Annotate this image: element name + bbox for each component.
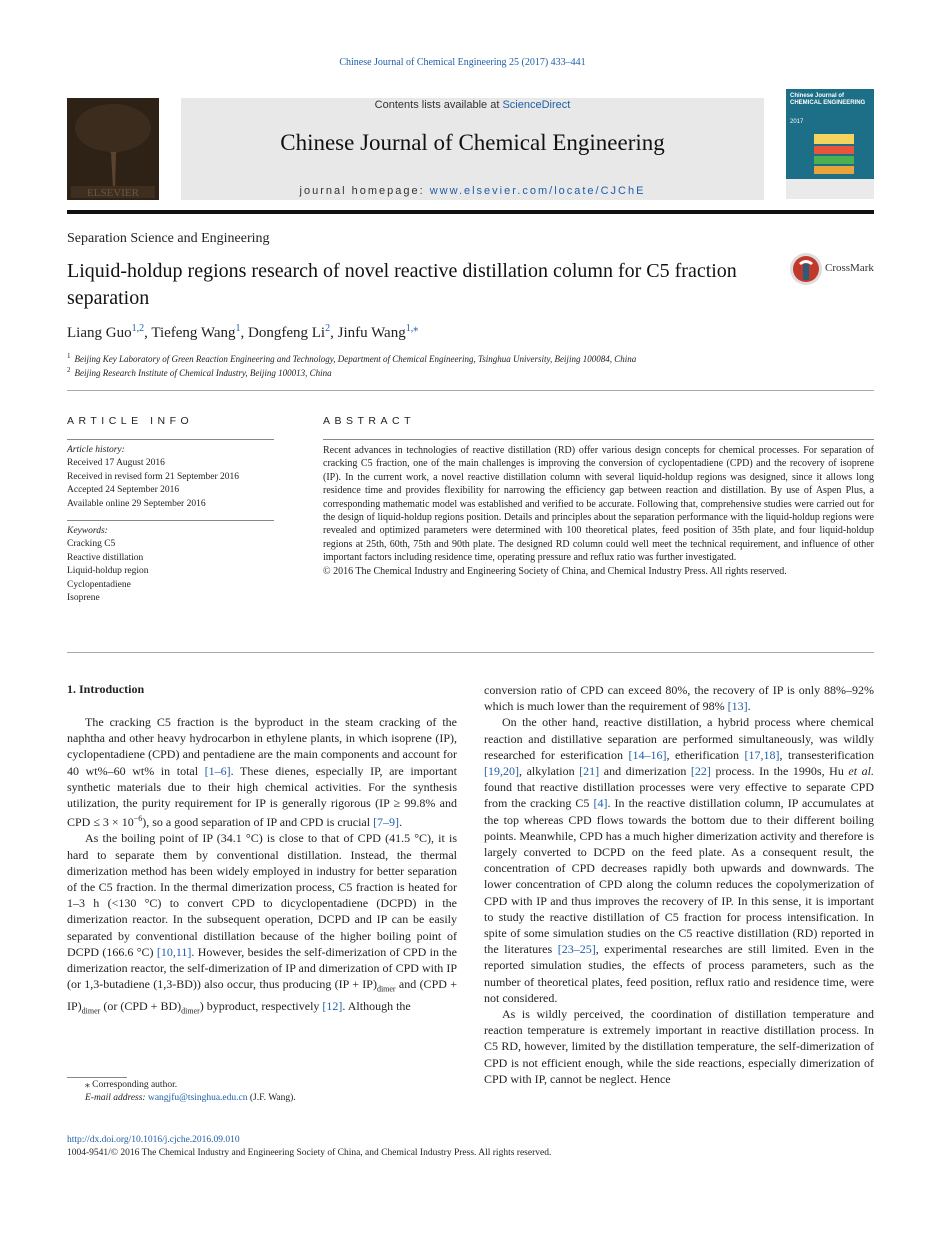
journal-reference-link[interactable]: Chinese Journal of Chemical Engineering 25 (2017) 433–441 <box>339 57 586 68</box>
divider <box>67 390 874 391</box>
corresponding-author-footnote: ⁎ Corresponding author. E-mail address: wangjfu@tsinghua.edu.cn (J.F. Wang). <box>85 1080 296 1104</box>
issn-copyright-line: 1004-9541/© 2016 The Chemical Industry and Engineering Society of China, and Chemical Industry Press. All rights reserved. <box>67 1148 552 1159</box>
citation-link[interactable]: [12] <box>322 998 343 1013</box>
keyword: Isoprene <box>67 593 100 604</box>
citation-link[interactable]: [13] <box>727 699 748 714</box>
footnote-divider <box>67 1077 127 1078</box>
crossmark-label: CrossMark <box>825 262 874 274</box>
paragraph: conversion ratio of CPD can exceed 80%, the recovery of IP is only 88%–92% which is much lower than the requirement of 98% [13]. <box>484 683 874 714</box>
body-column-left <box>67 714 457 1019</box>
citation-link[interactable]: [23–25] <box>557 942 596 957</box>
citation-link[interactable]: [10,11] <box>156 944 192 959</box>
introduction-heading: 1. Introduction <box>67 682 145 696</box>
author-name[interactable]: Liang Guo <box>67 325 132 341</box>
article-history <box>67 444 274 511</box>
divider <box>67 652 874 653</box>
citation-link[interactable]: [14–16] <box>628 747 667 762</box>
paragraph: As is wildly perceived, the coordination of distillation temperature and reaction temperature is extremely important in reactive distillation process. In C5 RD, however, limited by the distillation temperature, the self-dimerization of CPD is not efficient enough, while the side reactions, especially dimerization of CPD with IP, cannot be neglect. Hence <box>484 1007 874 1086</box>
history-line: Received 17 August 2016 <box>67 458 165 469</box>
history-line: Accepted 24 September 2016 <box>67 485 180 496</box>
abstract-body <box>323 444 874 578</box>
keyword: Cracking C5 <box>67 539 116 550</box>
citation-link[interactable]: [17,18] <box>744 747 780 762</box>
author-name[interactable]: Dongfeng Li <box>248 325 326 341</box>
email-link[interactable]: wangjfu@tsinghua.edu.cn <box>147 1093 248 1104</box>
author-name[interactable]: Tiefeng Wang <box>151 325 236 341</box>
author-name[interactable]: Jinfu Wang <box>337 325 406 341</box>
divider <box>323 439 874 440</box>
abstract-text: Recent advances in technologies of reactive distillation (RD) offer various design concepts for chemical processes. For separation of cracking C5 fraction, one of the main challenges is improving the conversion of cyclopentadiene (CPD) and the recovery of isoprene (IP). In the current work, a novel reactive distillation column with several liquid-holdup regions was designed, since it allows long residence time and provides flexibility for narrowing the efficiency gap between reaction and distillation. By use of Aspen Plus, a corresponding mathematic model was established and verified to be accurate. Following that, comprehensive studies were carried out for the design of liquid-holdup regions position. Details and principles about the separation performance with the liquid-holdup regions were revealed and optimized parameters were determined with 100 theoretical plates, feed position of 35th plate, and four liquid-holdup regions at 25th, 60th, 75th and 90th plate. The designed RD column could well meet the technical requirement, and influence of other important factors including residence time, operating pressure and reflux ratio was further investigated. <box>323 445 874 564</box>
citation-link[interactable]: [21] <box>579 764 600 779</box>
paragraph: As the boiling point of IP (34.1 °C) is close to that of CPD (41.5 °C), it is hard to separate them by conventional distillation. Instead, the thermal dimerization method has been widely employed in industry for better separation of the C5 fraction. In the thermal dimerization process, C5 fraction is heated for 1–3 h (<130 °C) to convert CPD to dicyclopentadiene (DCPD) in the dimerization reactor. In the subsequent operation, DCPD and IP can be easily separated by conventional distillation because of the higher boiling point of DCPD (166.6 °C) [10,11]. However, besides the self-dimerization of CPD in the dimerization reactor, the self-dimerization of IP and dimerization of CPD with IP (or 1,3-butadiene (1,3-BD)) also occur, thus producing $(IP + IP)_{dimer}$ and $(CPD + IP)_{dimer}$ (or $(CPD + BD)_{dimer}$) byproduct, respectively [12]. Although the <box>67 831 457 1016</box>
keyword: Cyclopentadiene <box>67 579 131 590</box>
history-line: Available online 29 September 2016 <box>67 498 206 509</box>
doi-block <box>67 1134 551 1161</box>
cover-year: 2017 <box>790 119 804 125</box>
history-label: Article history: <box>67 445 125 455</box>
article-info-heading: ARTICLE INFO <box>67 415 194 427</box>
citation-link[interactable]: [4] <box>593 796 608 811</box>
cover-graphic <box>786 129 874 199</box>
paragraph: The cracking C5 fraction is the byproduct in the steam cracking of the naphtha and other heavy hydrocarbon in ethylene plants, in which isoprene (IP), cyclopentadiene (CPD) and pentadiene are the main components and account for 40 wt%–60 wt% in total [1–6]. These dienes, especially IP, are important synthetic materials due to their high chemical activities. For the synthesis utilization, the purity requirement for IP is generally rigorous (IP ≥ 99.8% and CPD ≤ $3 \times 10^{-6}$), so a good separation of IP and CPD is crucial [7–9]. <box>67 715 458 830</box>
abstract-copyright: © 2016 The Chemical Industry and Engineering Society of China, and Chemical Industry Press. All rights reserved. <box>323 565 787 577</box>
author-affiliation-marker[interactable]: 1,⁎ <box>405 323 419 334</box>
citation-link[interactable]: [1–6] <box>204 763 231 778</box>
divider <box>67 439 274 440</box>
keyword: Reactive distillation <box>67 552 144 563</box>
contents-availability: Contents lists available at ScienceDirect <box>374 99 571 111</box>
header-divider <box>67 210 874 214</box>
journal-homepage: journal homepage: www.elsevier.com/locate/CJChE <box>299 185 646 197</box>
section-label: Separation Science and Engineering <box>67 231 270 246</box>
author-affiliation-marker[interactable]: 2 <box>325 323 331 334</box>
citation-link[interactable]: [22] <box>690 764 711 779</box>
crossmark-button[interactable] <box>789 252 879 286</box>
svg-text:ELSEVIER: ELSEVIER <box>87 187 139 199</box>
body-column-right <box>484 682 874 1087</box>
doi-link[interactable]: http://dx.doi.org/10.1016/j.cjche.2016.09.010 <box>67 1135 240 1145</box>
citation-link[interactable]: [7–9] <box>373 815 400 830</box>
citation-link[interactable]: [19,20] <box>484 764 519 779</box>
journal-header-banner <box>181 98 764 200</box>
history-line: Received in revised form 21 September 2016 <box>67 471 240 482</box>
affiliation: $^2$ Beijing Research Institute of Chemical Industry, Beijing 100013, China <box>67 366 332 378</box>
author-affiliation-marker[interactable]: 1 <box>235 323 241 334</box>
journal-cover-thumbnail[interactable] <box>786 89 874 199</box>
abstract-heading: ABSTRACT <box>323 415 416 427</box>
sciencedirect-link[interactable]: ScienceDirect <box>502 99 571 111</box>
elsevier-logo <box>67 98 159 200</box>
cover-title: Chinese Journal of CHEMICAL ENGINEERING <box>790 93 866 106</box>
homepage-link[interactable]: www.elsevier.com/locate/CJChE <box>429 185 646 197</box>
keyword: Liquid-holdup region <box>67 566 149 577</box>
journal-title: Chinese Journal of Chemical Engineering <box>280 130 665 155</box>
keywords <box>67 525 274 605</box>
affiliation: $^1$ Beijing Key Laboratory of Green Reaction Engineering and Technology, Department of Chemical Engineering, Tsinghua University, Beijing 100084, China <box>67 352 637 364</box>
paragraph: On the other hand, reactive distillation, a hybrid process where chemical reaction and distillative separation are performed simultaneously, was wildly researched for esterification [14–16], etherification [17,18], transesterification [19,20], alkylation [21] and dimerization [22] process. In the 1990s, Hu et al. found that reactive distillation processes were very effective to separate CPD from the cracking C5 [4]. In the reactive distillation column, IP accumulates at the top whereas CPD flows towards the bottom due to their different boiling points. Meanwhile, CPD has a much higher dimerization activity and therefore is largely converted to DCPD on the feed plate. As a consequent result, the concentration of CPD decreases rapidly both upwards and downwards. The lower concentration of CPD along the column reduces the copolymerization of CPD with IP and thus improves the recovery of IP. In this sense, it is important to study the reactive distillation of C5 fraction for process intensification. In spite of some simulation studies on the C5 reactive distillation (RD) reported in the literatures [23–25], experimental researches are still limited. Even in the reported simulation studies, the effects of process parameters, such as the number of theoretical plates, feed position, reflux ratio and residence time, were not considered. <box>484 715 875 1005</box>
paper-title: Liquid-holdup regions research of novel reactive distillation column for C5 fraction separation <box>67 260 737 309</box>
author-affiliation-marker[interactable]: 1,2 <box>131 323 145 334</box>
divider <box>67 520 274 521</box>
keywords-label: Keywords: <box>67 526 108 536</box>
crossmark-icon <box>789 252 823 286</box>
author-list: Liang Guo$^{1,2}$, Tiefeng Wang$^1$, Dongfeng Li$^2$, Jinfu Wang$^{1,⁎}$ <box>67 323 419 341</box>
